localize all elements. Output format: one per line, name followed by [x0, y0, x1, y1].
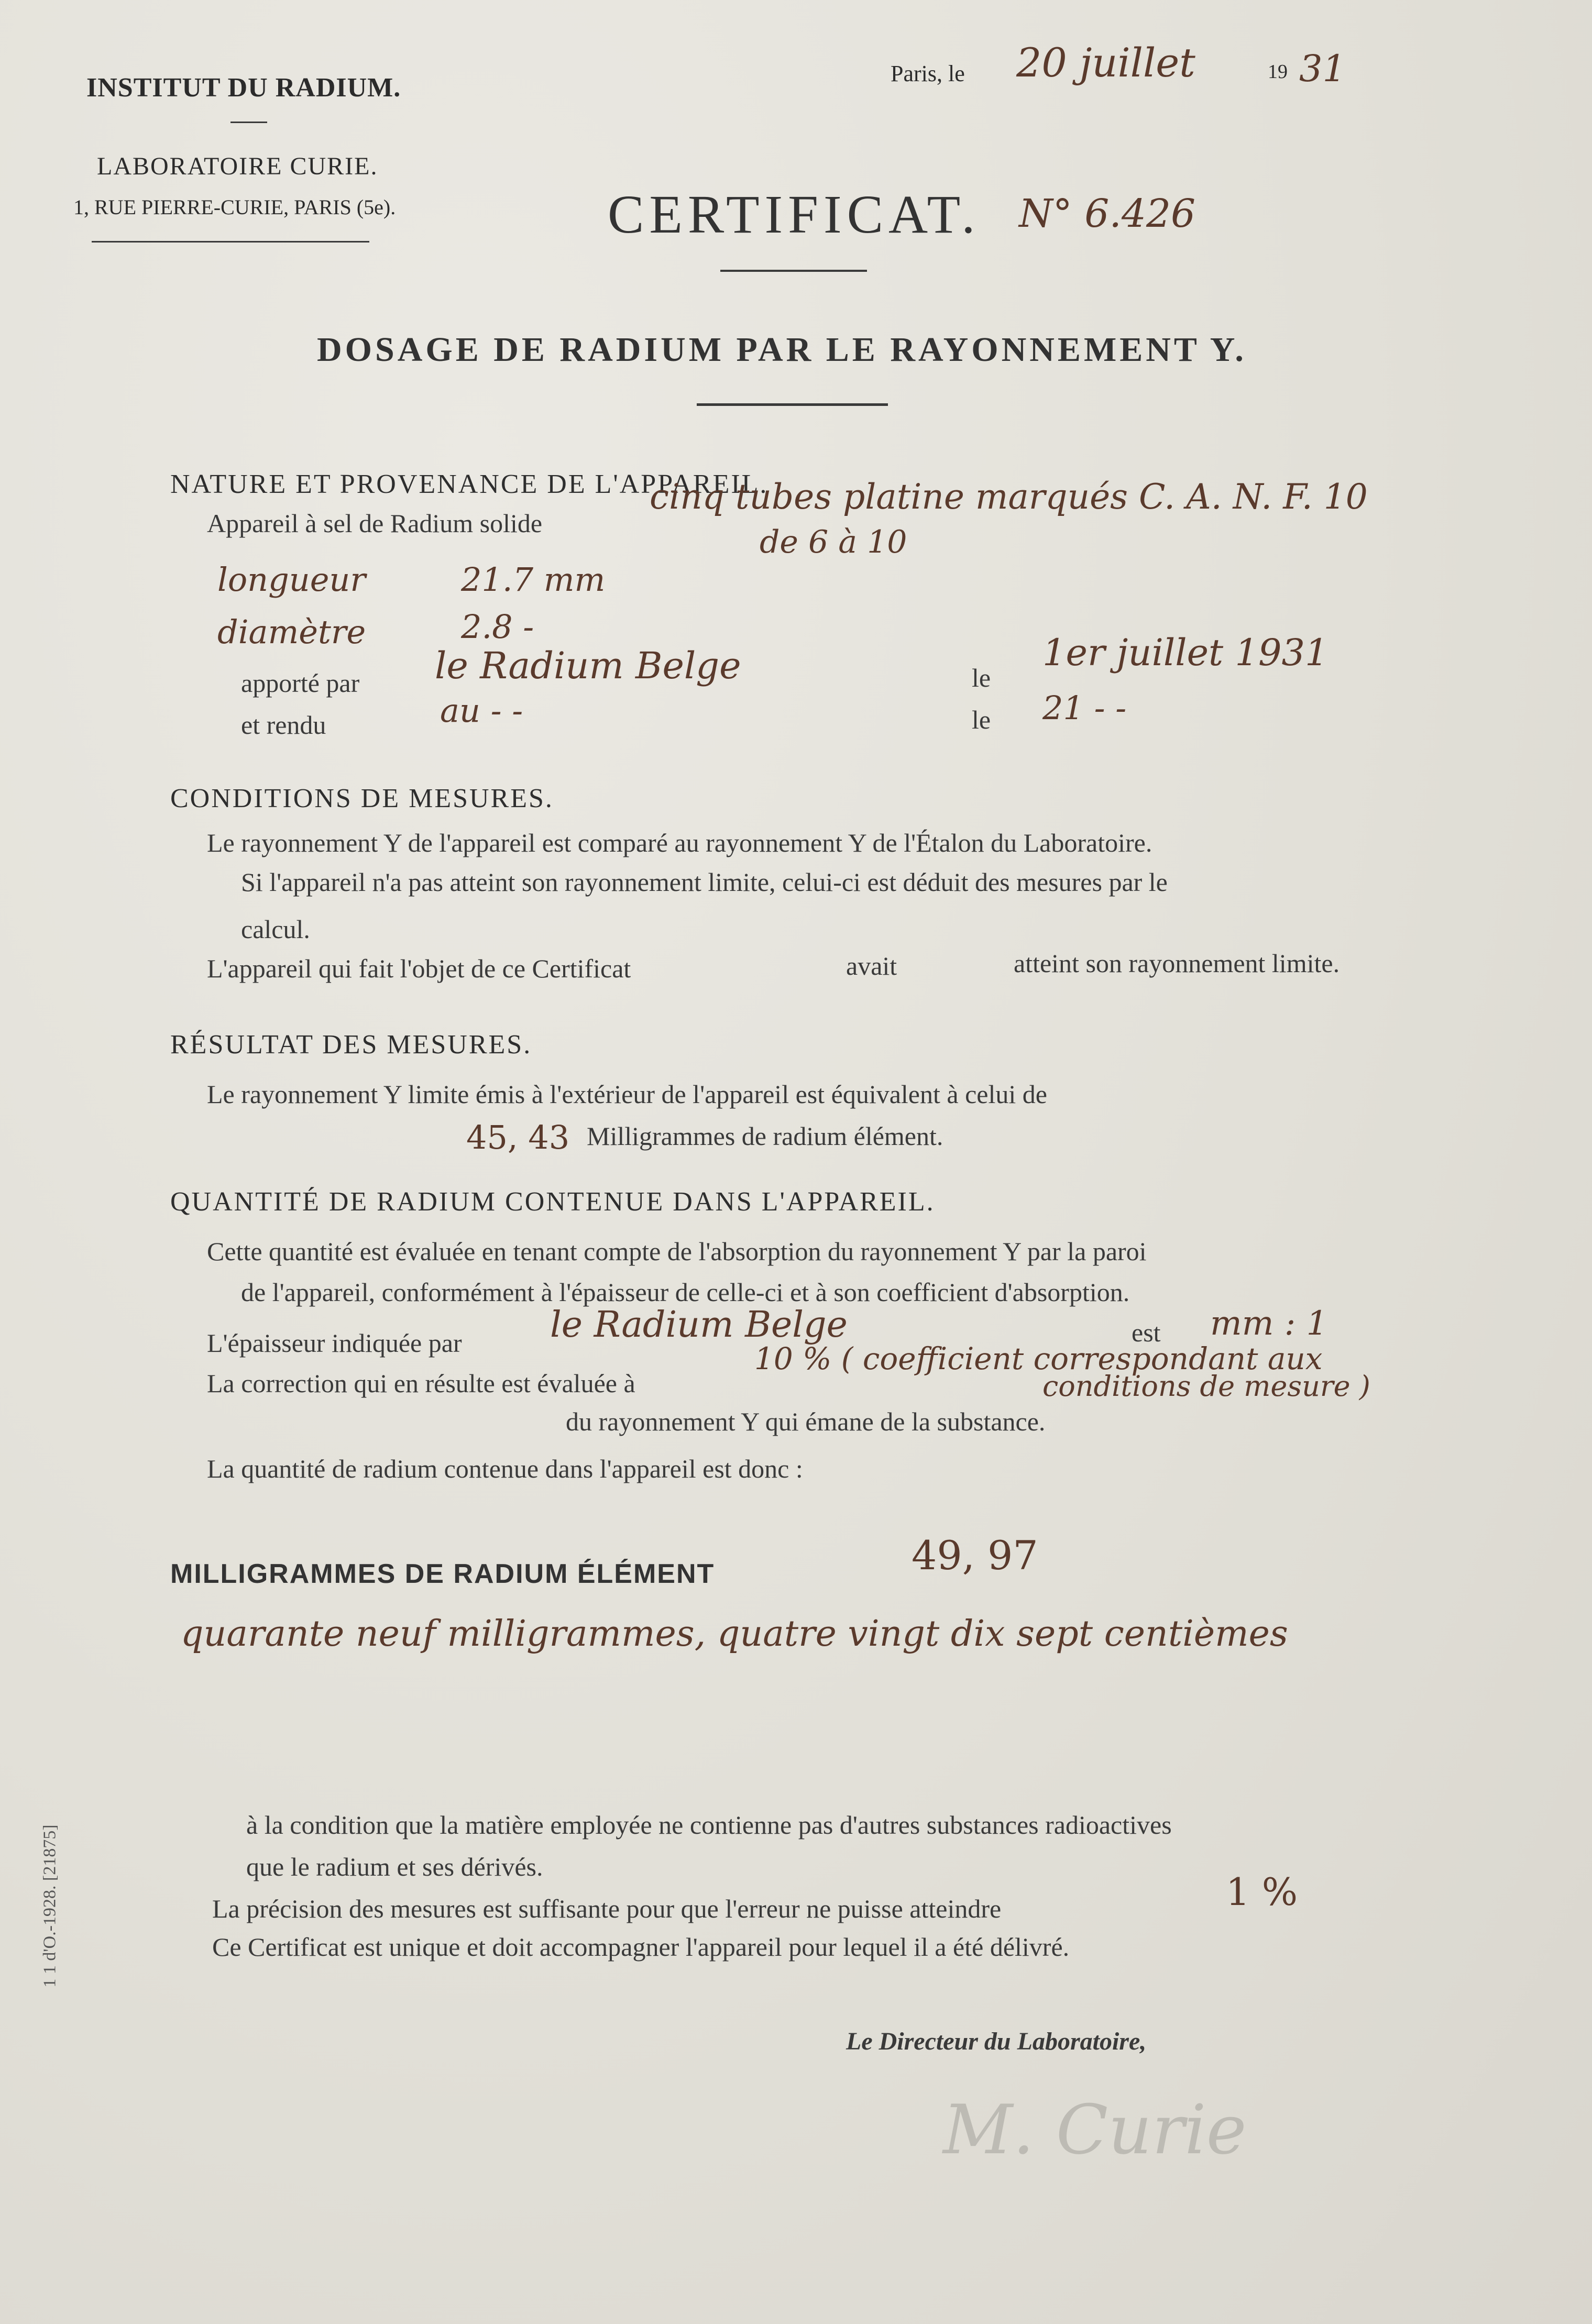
thickness-value: mm : 1 [1210, 1304, 1328, 1343]
thickness-est: est [1132, 1318, 1161, 1347]
quantity-heading: QUANTITÉ DE RADIUM CONTENUE DANS L'APPAREIL. [170, 1187, 935, 1217]
unique-statement: Ce Certificat est unique et doit accompagner l'appareil pour lequel il a été délivré. [212, 1932, 1070, 1962]
conditions-line-2: Si l'appareil n'a pas atteint son rayonnement limite, celui-ci est déduit des mesures par le [241, 867, 1168, 897]
correction-value: 10 % ( coefficient correspondant aux [754, 1341, 1323, 1376]
returned-label: et rendu [241, 710, 326, 740]
institute-divider [230, 122, 267, 123]
director-signature: M. Curie [943, 2090, 1247, 2169]
place-label: Paris, le [891, 61, 965, 86]
correction-value-2: conditions de mesure ) [1042, 1370, 1370, 1403]
returned-date: 21 - - [1042, 689, 1127, 727]
institute-name: INSTITUT DU RADIUM. [86, 73, 401, 103]
thickness-label: L'épaisseur indiquée par [207, 1328, 462, 1358]
length-value: 21.7 mm [461, 560, 606, 599]
dosage-subtitle: DOSAGE DE RADIUM PAR LE RAYONNEMENT Y. [317, 331, 1247, 369]
precision-value: 1 % [1226, 1870, 1298, 1914]
date-handwritten: 20 juillet [1016, 39, 1195, 86]
subtitle-ornament [697, 403, 888, 406]
year-handwritten: 31 [1299, 47, 1346, 90]
quantity-total-line: La quantité de radium contenue dans l'appareil est donc : [207, 1454, 803, 1483]
correction-label: La correction qui en résulte est évaluée à [207, 1369, 635, 1398]
length-label: longueur [217, 560, 366, 599]
conditions-line-3: calcul. [241, 915, 310, 944]
quantity-line-1: Cette quantité est évaluée en tenant compte de l'absorption du rayonnement Y par la paroi [207, 1237, 1147, 1266]
nature-heading: NATURE ET PROVENANCE DE L'APPAREIL. [170, 469, 768, 499]
apparatus-value-2: de 6 à 10 [760, 524, 907, 560]
results-unit: Milligrammes de radium élément. [587, 1121, 943, 1151]
brought-le: le [972, 663, 991, 692]
apparatus-label: Appareil à sel de Radium solide [207, 509, 543, 538]
returned-le: le [972, 705, 991, 734]
diameter-label: diamètre [217, 613, 366, 651]
total-in-words: quarante neuf milligrammes, quatre vingt dix sept centièmes [181, 1613, 1288, 1655]
results-value: 45, 43 [466, 1118, 570, 1157]
footer-condition-2: que le radium et ses dérivés. [246, 1852, 543, 1881]
results-line-1: Le rayonnement Y limite émis à l'extérieur de l'appareil est équivalent à celui de [207, 1080, 1047, 1109]
certificate-title: CERTIFICAT. [608, 184, 981, 245]
side-print-reference: 1 1 d'O.-1928. [21875] [40, 1824, 60, 1988]
thickness-by: le Radium Belge [550, 1304, 848, 1346]
director-label: Le Directeur du Laboratoire, [846, 2028, 1147, 2055]
conditions-heading: CONDITIONS DE MESURES. [170, 784, 554, 813]
brought-label: apporté par [241, 668, 360, 698]
brought-date: 1er juillet 1931 [1042, 631, 1329, 674]
laboratory-name: LABORATOIRE CURIE. [97, 152, 378, 180]
laboratory-address: 1, RUE PIERRE-CURIE, PARIS (5e). [73, 195, 396, 219]
year-prefix: 19 [1268, 61, 1288, 83]
certificate-number: N° 6.426 [1019, 191, 1196, 236]
total-label: MILLIGRAMMES DE RADIUM ÉLÉMENT [170, 1559, 715, 1589]
diameter-value: 2.8 - [461, 608, 534, 646]
results-heading: RÉSULTAT DES MESURES. [170, 1030, 532, 1060]
conditions-line-4a: L'appareil qui fait l'objet de ce Certificat [207, 954, 631, 983]
footer-condition-1: à la condition que la matière employée ne contienne pas d'autres substances radioactives [246, 1810, 1172, 1840]
total-value: 49, 97 [912, 1532, 1038, 1579]
quantity-line-2: de l'appareil, conformément à l'épaisseur de celle-ci et à son coefficient d'absorption. [241, 1277, 1130, 1307]
quantity-ray-line: du rayonnement Y qui émane de la substance. [566, 1407, 1046, 1436]
returned-value: au - - [440, 691, 523, 730]
title-divider [720, 270, 867, 272]
conditions-line-4b: avait [846, 951, 897, 981]
address-underline [92, 241, 369, 243]
apparatus-value: cinq tubes platine marqués C. A. N. F. 10 [650, 477, 1368, 517]
brought-value: le Radium Belge [435, 644, 741, 687]
conditions-line-1: Le rayonnement Y de l'appareil est comparé au rayonnement Y de l'Étalon du Laboratoire. [207, 828, 1152, 857]
conditions-line-4c: atteint son rayonnement limite. [1014, 949, 1340, 978]
precision-line: La précision des mesures est suffisante pour que l'erreur ne puisse atteindre [212, 1894, 1002, 1923]
